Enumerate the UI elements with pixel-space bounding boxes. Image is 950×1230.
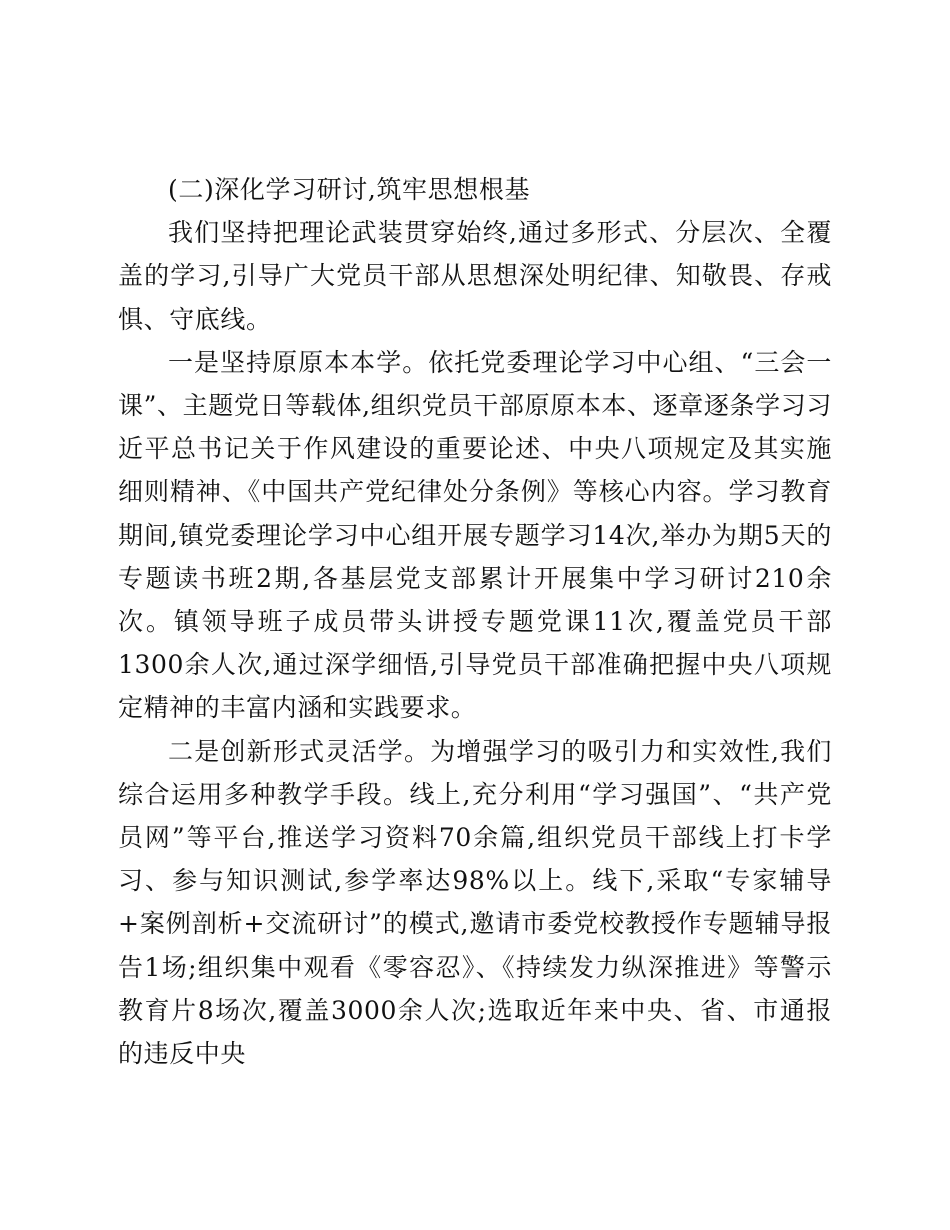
document-body	[118, 168, 832, 1075]
paragraph-study-original: 一是坚持原原本本学。依托党委理论学习中心组、“三会一课”、主题党日等载体,组织党员干部原原本本、逐章逐条学习习近平总书记关于作风建设的重要论述、中央八项规定及其实施细则精神、《中国共产党纪律处分条例》等核心内容。学习教育期间,镇党委理论学习中心组开展专题学习14次,举办为期5天的专题读书班2期,各基层党支部累计开展集中学习研讨210余次。镇领导班子成员带头讲授专题党课11次,覆盖党员干部1300余人次,通过深学细悟,引导党员干部准确把握中央八项规定精神的丰富内涵和实践要求。	[118, 347, 832, 723]
paragraph-innovative-forms: 二是创新形式灵活学。为增强学习的吸引力和实效性,我们综合运用多种教学手段。线上,充分利用“学习强国”、“共产党员网”等平台,推送学习资料70余篇,组织党员干部线上打卡学习、参与知识测试,参学率达98%以上。线下,采取“专家辅导+案例剖析+交流研讨”的模式,邀请市委党校教授作专题辅导报告1场;组织集中观看《零容忍》、《持续发力纵深推进》等警示教育片8场次,覆盖3000余人次;选取近年来中央、省、市通报的违反中央	[118, 736, 832, 1069]
section-heading: (二)深化学习研讨,筑牢思想根基	[168, 175, 531, 204]
paragraph-intro: 我们坚持把理论武装贯穿始终,通过多形式、分层次、全覆盖的学习,引导广大党员干部从思想深处明纪律、知敬畏、存戒惧、守底线。	[118, 218, 832, 334]
